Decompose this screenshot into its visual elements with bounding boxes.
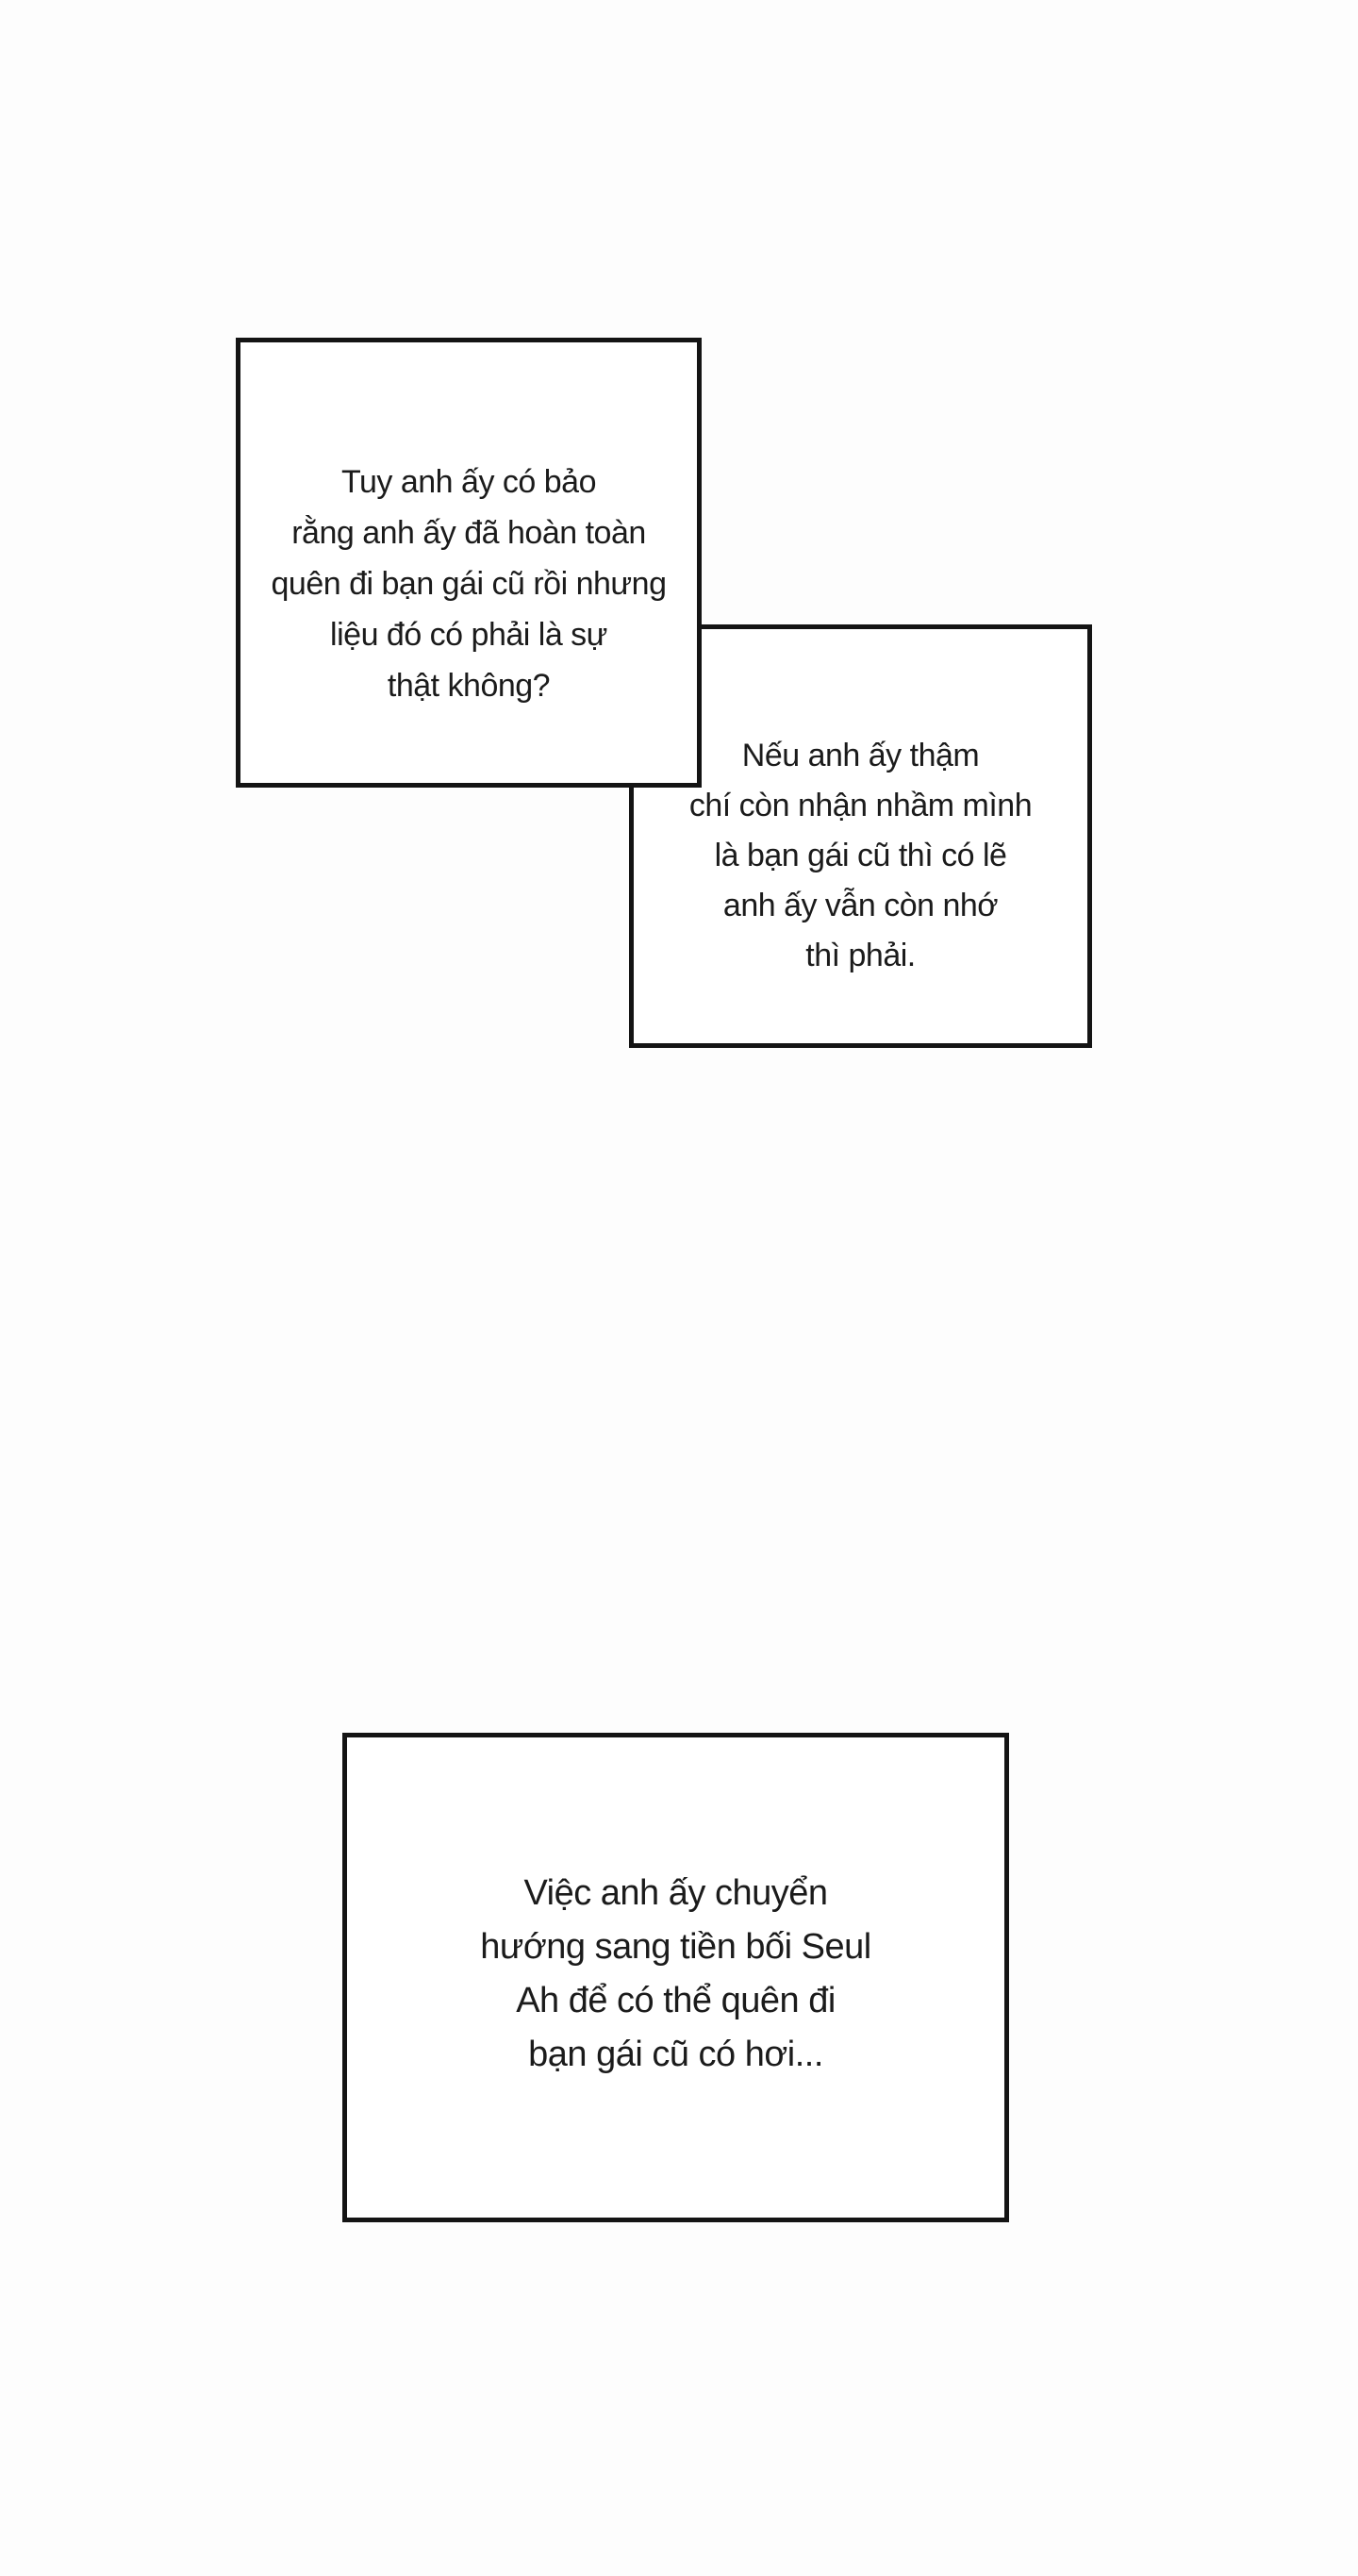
dialogue-text	[634, 731, 1087, 981]
dialogue-line: Tuy anh ấy có bảo	[341, 464, 596, 500]
dialogue-line: Việc anh ấy chuyển	[523, 1873, 828, 1913]
thought-box-1	[236, 338, 702, 788]
dialogue-text	[347, 1867, 1004, 2082]
dialogue-line: quên đi bạn gái cũ rồi nhưng	[271, 566, 667, 602]
dialogue-line: Nếu anh ấy thậm	[741, 738, 980, 773]
dialogue-line: anh ấy vẫn còn nhớ	[722, 888, 999, 923]
dialogue-line: là bạn gái cũ thì có lẽ	[714, 838, 1007, 873]
dialogue-line: bạn gái cũ có hơi...	[528, 2035, 823, 2074]
dialogue-line: liệu đó có phải là sự	[330, 617, 607, 653]
dialogue-line: chí còn nhận nhầm mình	[688, 788, 1033, 823]
dialogue-line: thật không?	[387, 668, 551, 704]
dialogue-line: Ah để có thể quên đi	[516, 1981, 836, 2020]
dialogue-line: hướng sang tiền bối Seul	[480, 1927, 871, 1967]
dialogue-line: thì phải.	[805, 938, 916, 973]
thought-box-3	[342, 1733, 1009, 2222]
dialogue-line: rằng anh ấy đã hoàn toàn	[291, 515, 646, 551]
dialogue-text	[240, 457, 697, 711]
